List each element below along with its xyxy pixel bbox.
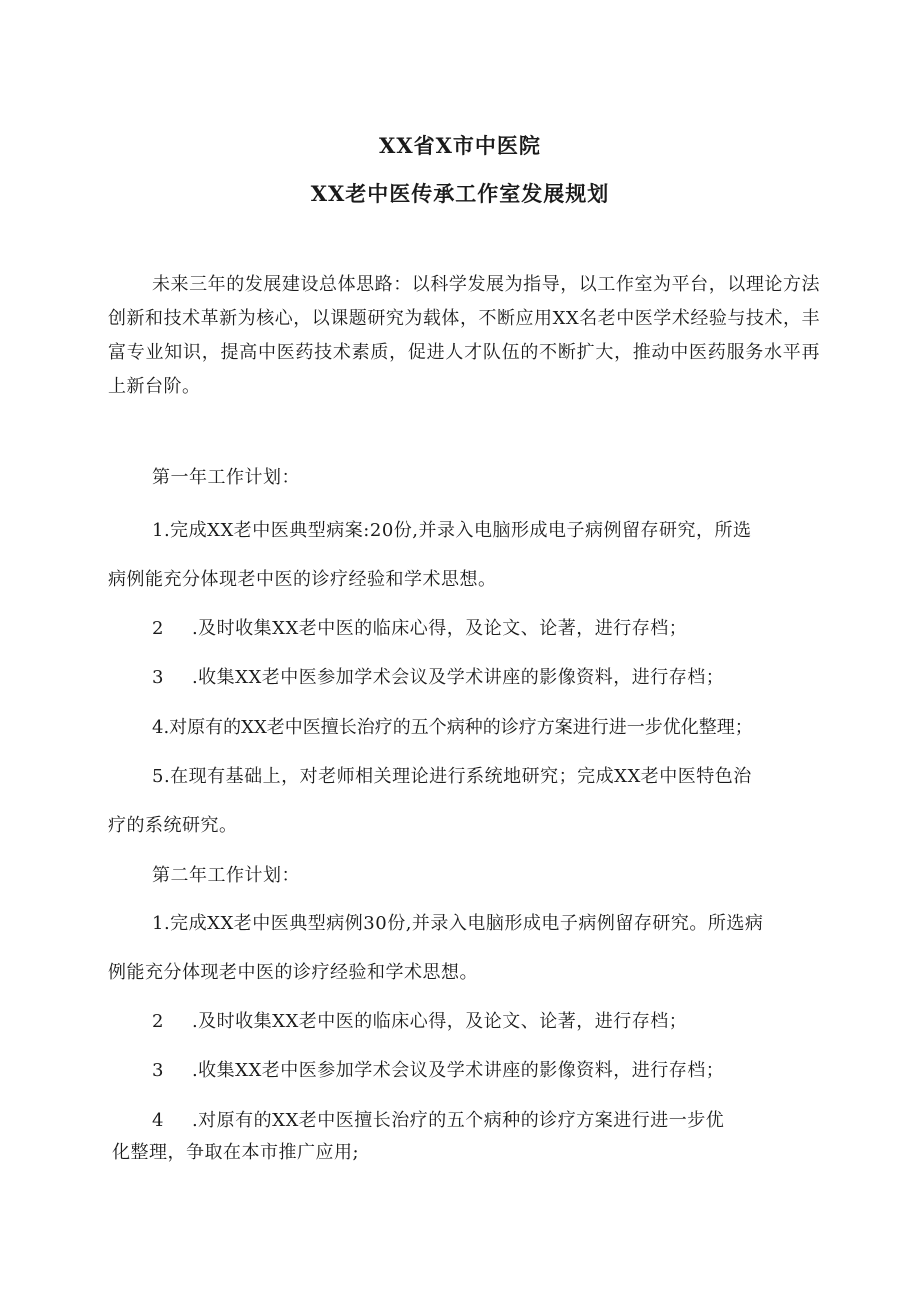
item-text: .在现有基础上，对老师相关理论进行系统地研究；完成XX老中医特色治 <box>163 766 752 787</box>
year1-item-1-cont: 病例能充分体现老中医的诊疗经验和学术思想。 <box>108 569 497 590</box>
year2-item-4 <box>152 1104 872 1138</box>
intro-paragraph: 未来三年的发展建设总体思路：以科学发展为指导，以工作室为平台，以理论方法创新和技术革新为核心，以课题研究为载体，不断应用XX名老中医学术经验与技术，丰富专业知识，提高中医药技术素质，促进人才队伍的不断扩大，推动中医药服务水平再上新台阶。 <box>108 274 820 397</box>
document-title-plan: XX老中医传承工作室发展规划 <box>310 181 610 206</box>
year2-item-4-cont: 化整理，争取在本市推广应用; <box>112 1142 360 1163</box>
item-number: 2 <box>152 618 164 639</box>
item-text: .完成XX老中医典型病案:20份,并录入电脑形成电子病例留存研究，所选 <box>163 520 752 541</box>
year1-item-5-cont: 疗的系统研究。 <box>108 815 238 836</box>
year2-item-1-cont: 例能充分体现老中医的诊疗经验和学术思想。 <box>108 962 478 983</box>
year1-item-2 <box>152 612 872 646</box>
year1-item-4 <box>152 711 872 745</box>
item-number: 1 <box>152 520 164 541</box>
item-text: .收集XX老中医参加学术会议及学术讲座的影像资料，进行存档； <box>191 667 725 688</box>
item-number: 4 <box>152 1110 164 1131</box>
item-text: .完成XX老中医典型病例30份,并录入电脑形成电子病例留存研究。所选病 <box>163 913 764 934</box>
year2-item-3 <box>152 1054 872 1088</box>
item-text: .及时收集XX老中医的临床心得，及论文、论著，进行存档； <box>191 1011 688 1032</box>
item-text: .对原有的XX老中医擅长治疗的五个病种的诊疗方案进行进一步优化整理； <box>163 717 753 738</box>
year2-item-1 <box>152 907 872 941</box>
item-text: .及时收集XX老中医的临床心得，及论文、论著，进行存档； <box>191 618 688 639</box>
document-title-hospital: XX省X市中医院 <box>379 133 541 158</box>
item-text: .收集XX老中医参加学术会议及学术讲座的影像资料，进行存档； <box>191 1060 725 1081</box>
year1-heading: 第一年工作计划： <box>152 467 300 488</box>
item-number: 3 <box>152 667 164 688</box>
year1-item-3 <box>152 661 872 695</box>
item-number: 2 <box>152 1011 164 1032</box>
item-number: 1 <box>152 913 164 934</box>
item-number: 3 <box>152 1060 164 1081</box>
year2-item-2 <box>152 1005 872 1039</box>
year2-heading: 第二年工作计划： <box>152 865 300 886</box>
year1-item-5 <box>152 760 872 794</box>
year1-item-1 <box>152 514 872 548</box>
item-number: 5 <box>152 766 164 787</box>
item-text: .对原有的XX老中医擅长治疗的五个病种的诊疗方案进行进一步优 <box>191 1110 725 1131</box>
item-number: 4 <box>152 717 164 738</box>
